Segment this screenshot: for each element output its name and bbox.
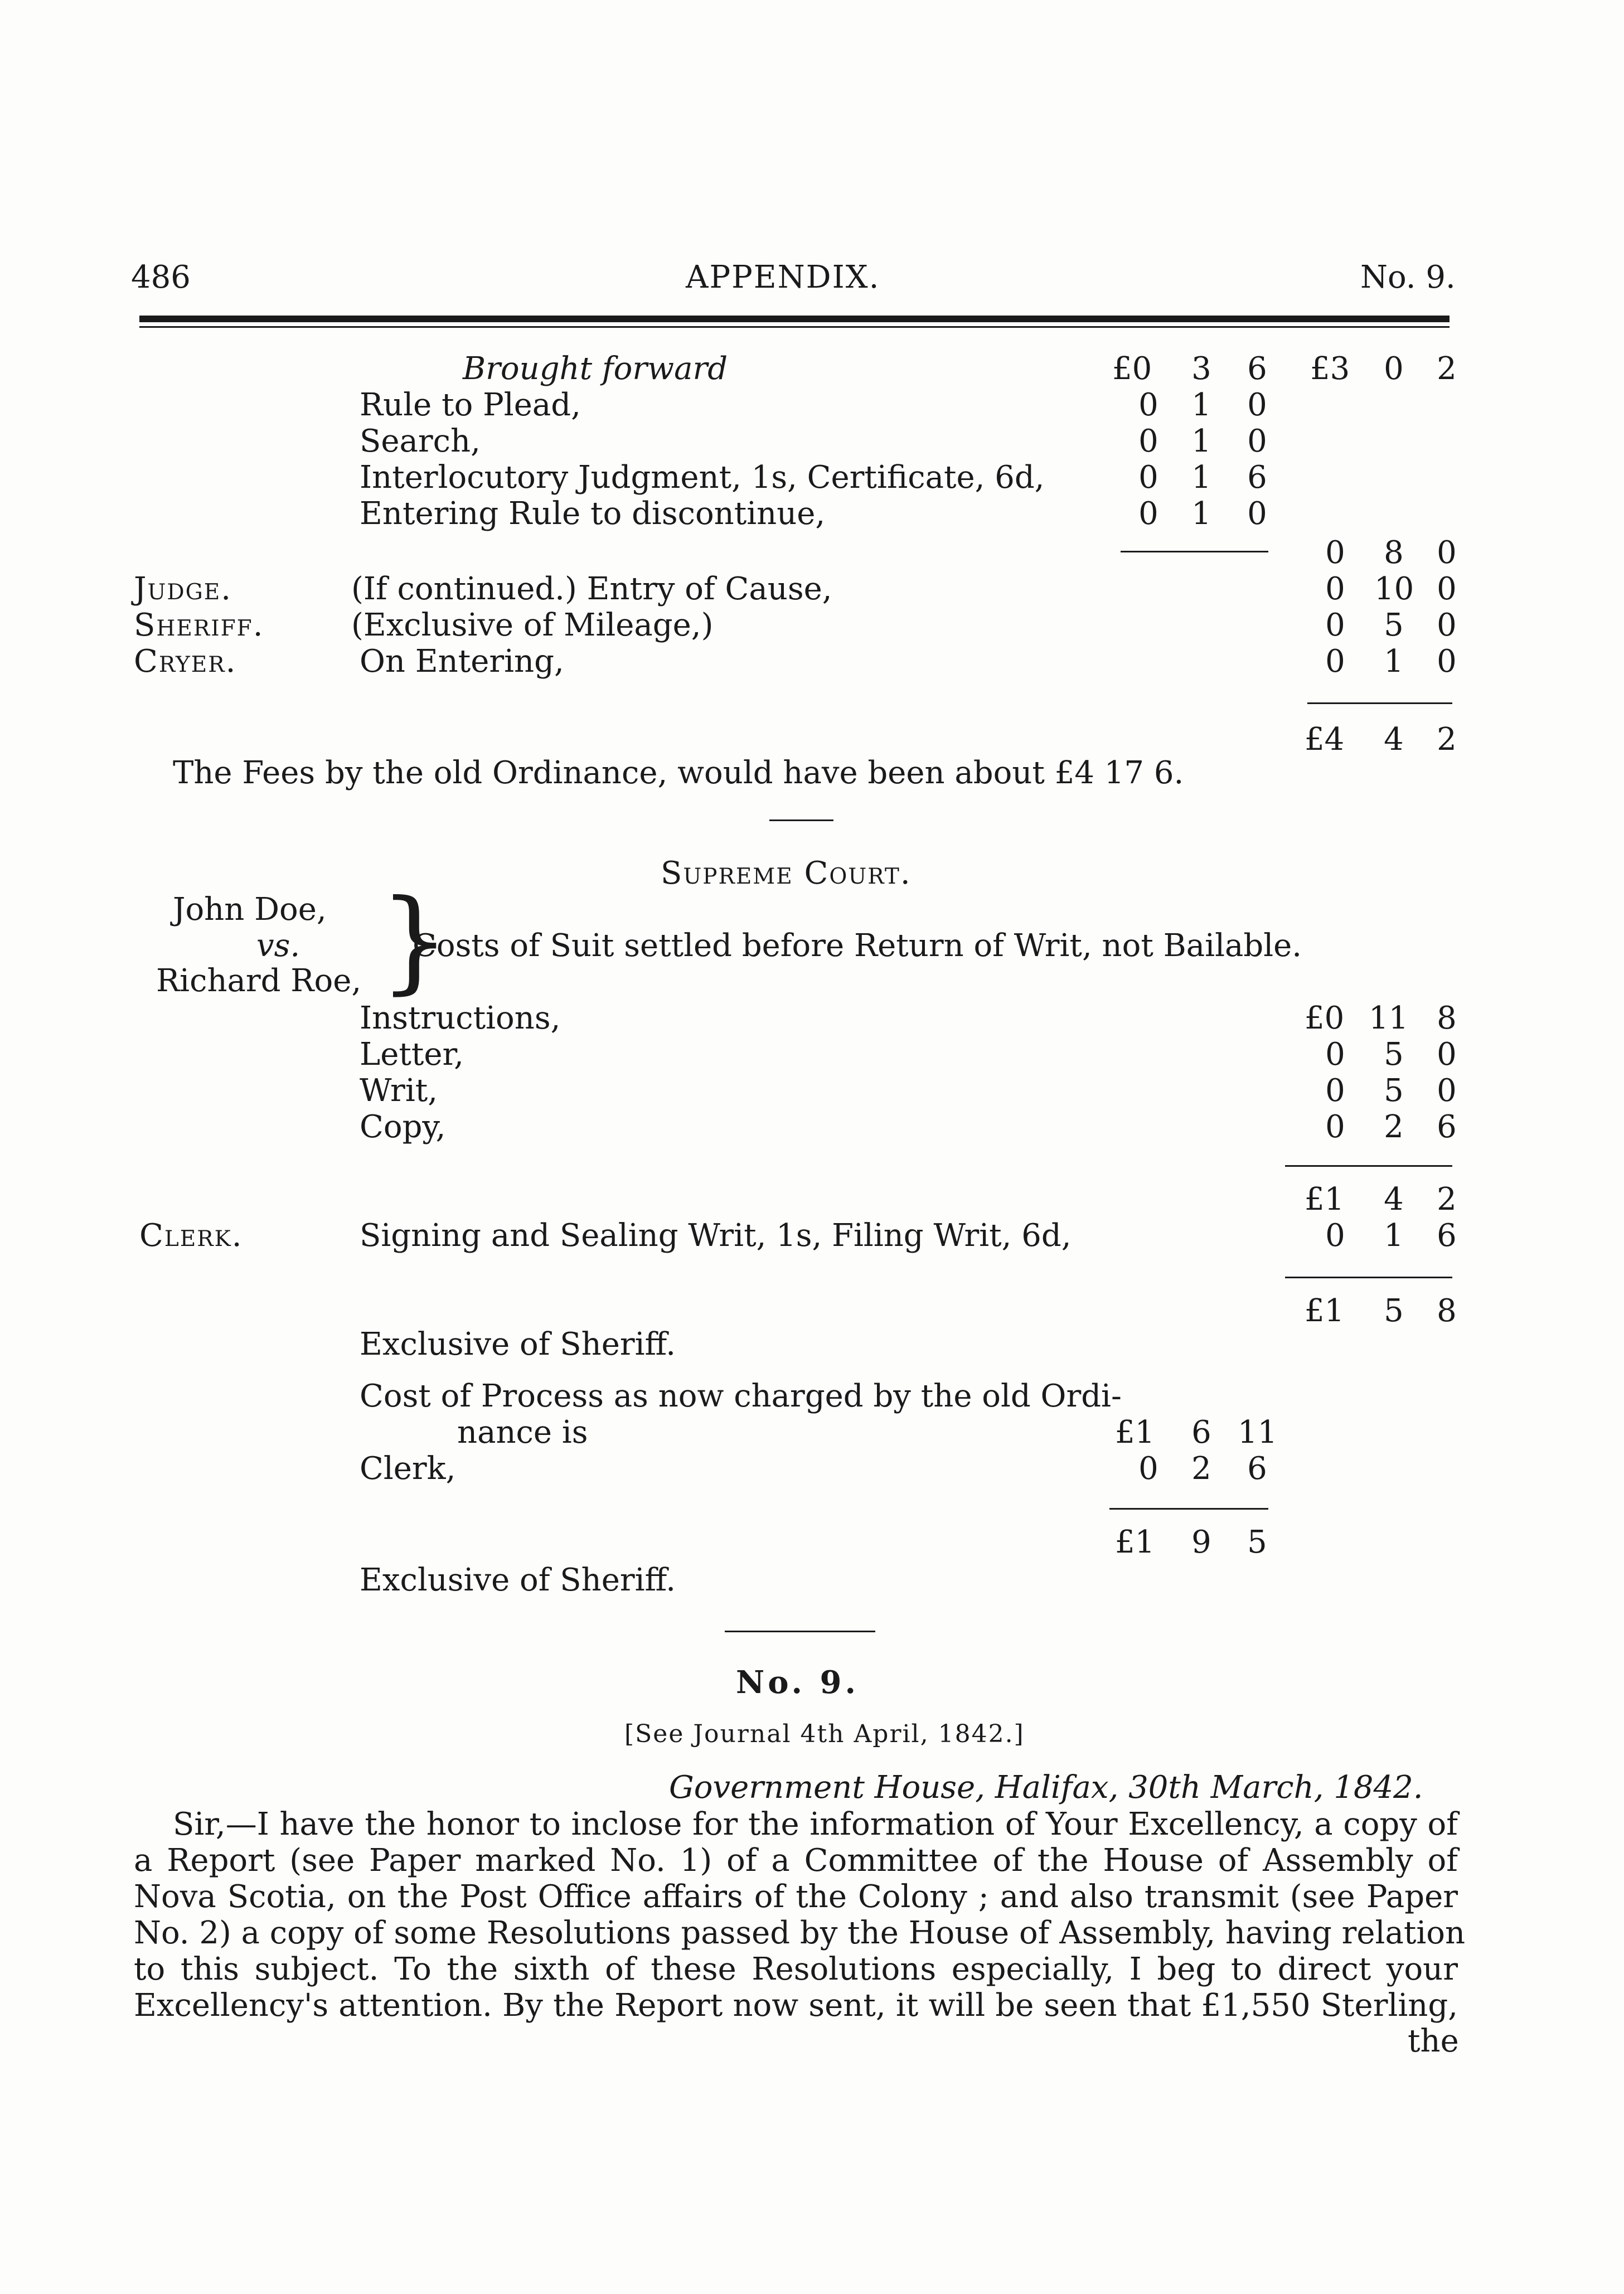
amount-pence: 0 <box>1247 496 1267 532</box>
amount-pounds: 0 <box>1325 1036 1345 1073</box>
letter-body <box>134 1806 1466 2024</box>
amount-pence: 0 <box>1247 387 1267 423</box>
page-title: APPENDIX. <box>686 259 880 295</box>
amount-shillings: 10 <box>1374 571 1414 607</box>
amount-shillings: 1 <box>1191 496 1211 532</box>
amount-pounds: £1 <box>1115 1414 1155 1451</box>
amount-pence: 0 <box>1437 643 1457 680</box>
amount-pounds: 0 <box>1138 387 1158 423</box>
row-label: Brought forward <box>463 351 728 387</box>
old-ordinance-note: The Fees by the old Ordinance, would have been about £4 17 6. <box>173 755 1184 791</box>
dateline: Government House, Halifax, 30th March, 1842. <box>669 1769 1423 1806</box>
total-pence: 2 <box>1437 721 1457 758</box>
body-line: a Report (see Paper marked No. 1) of a Committee of the House of Assembly of <box>134 1842 1458 1879</box>
clerk-label: Clerk, <box>360 1451 456 1487</box>
row-label: Rule to Plead, <box>360 387 581 423</box>
old-cost-line: Cost of Process as now charged by the old Ordi- <box>360 1378 1122 1414</box>
body-line: Excellency's attention. By the Report now sent, it will be seen that £1,550 Sterling, <box>134 1987 1458 2024</box>
section-number: No. 9. <box>1360 259 1456 295</box>
amount-pence: 0 <box>1247 423 1267 459</box>
total-pounds: £1 <box>1115 1524 1155 1560</box>
amount-pence: 6 <box>1437 1218 1457 1254</box>
exclusive-note: Exclusive of Sheriff. <box>360 1562 676 1598</box>
total-shillings: 9 <box>1191 1524 1211 1560</box>
versus-label: vs. <box>256 928 300 964</box>
total-rule <box>1109 1508 1268 1510</box>
amount-pounds: 0 <box>1325 1109 1345 1145</box>
item-label: Writ, <box>360 1073 438 1109</box>
amount-pence: 0 <box>1437 607 1457 643</box>
total-pounds: £4 <box>1305 721 1345 758</box>
amount-pence: 2 <box>1437 351 1457 387</box>
amount-shillings: 1 <box>1191 459 1211 496</box>
amount-shillings: 5 <box>1384 1073 1404 1109</box>
item-label: Letter, <box>360 1036 464 1073</box>
officer-label: Judge. <box>134 571 232 607</box>
old-cost-line: nance is <box>457 1414 588 1451</box>
item-label: Instructions, <box>360 1000 561 1036</box>
item-label: Copy, <box>360 1109 446 1145</box>
amount-pounds: 0 <box>1138 459 1158 496</box>
section-heading: Supreme Court. <box>661 855 912 891</box>
amount-shillings: 6 <box>1191 1414 1211 1451</box>
total-pounds: £1 <box>1305 1293 1345 1329</box>
amount-pounds: £3 <box>1310 351 1350 387</box>
row-label: On Entering, <box>360 643 564 680</box>
officer-label: Cryer. <box>134 643 237 680</box>
subtotal-pence: 0 <box>1437 535 1457 571</box>
amount-pounds: 0 <box>1325 607 1345 643</box>
amount-pence: 0 <box>1437 1036 1457 1073</box>
exclusive-note: Exclusive of Sheriff. <box>360 1326 676 1362</box>
brace-description: Costs of Suit settled before Return of Writ, not Bailable. <box>413 928 1302 964</box>
amount-pounds: 0 <box>1325 643 1345 680</box>
party-plaintiff: John Doe, <box>173 891 327 928</box>
journal-reference: [See Journal 4th April, 1842.] <box>624 1720 1025 1748</box>
amount-pence: 6 <box>1247 459 1267 496</box>
body-line: No. 2) a copy of some Resolutions passed by the House of Assembly, having relation <box>134 1915 1466 1951</box>
total-rule <box>1285 1277 1452 1278</box>
officer-label: Sheriff. <box>134 607 264 643</box>
amount-shillings: 1 <box>1191 423 1211 459</box>
amount-shillings: 3 <box>1191 351 1211 387</box>
body-line: to this subject. To the sixth of these Resolutions especially, I beg to direct your <box>134 1951 1458 1987</box>
subtotal-pence: 2 <box>1437 1181 1457 1218</box>
amount-shillings: 1 <box>1191 387 1211 423</box>
subtotal-shillings: 8 <box>1384 535 1404 571</box>
amount-pence: 0 <box>1437 571 1457 607</box>
amount-pence: 0 <box>1437 1073 1457 1109</box>
amount-pence: 8 <box>1437 1000 1457 1036</box>
section-divider <box>769 819 833 821</box>
amount-pence: 6 <box>1247 1451 1267 1487</box>
amount-pounds: 0 <box>1325 1218 1345 1254</box>
party-defendant: Richard Roe, <box>156 963 362 999</box>
amount-pounds: 0 <box>1138 423 1158 459</box>
amount-shillings: 5 <box>1384 607 1404 643</box>
total-rule <box>1307 702 1452 704</box>
amount-pence: 6 <box>1247 351 1267 387</box>
amount-shillings: 0 <box>1384 351 1404 387</box>
subtotal-rule <box>1285 1165 1452 1167</box>
total-pence: 5 <box>1247 1524 1267 1560</box>
catchword: the <box>1408 2023 1459 2059</box>
amount-shillings: 1 <box>1384 1218 1404 1254</box>
item-label: Signing and Sealing Writ, 1s, Filing Writ, 6d, <box>360 1218 1072 1254</box>
total-pence: 8 <box>1437 1293 1457 1329</box>
document-number: No. 9. <box>736 1664 860 1701</box>
amount-pounds: 0 <box>1138 1451 1158 1487</box>
body-line: Sir,—I have the honor to inclose for the information of Your Excellency, a copy of <box>173 1806 1458 1842</box>
total-shillings: 5 <box>1384 1293 1404 1329</box>
section-divider <box>725 1631 875 1632</box>
header-thin-rule <box>139 326 1450 328</box>
amount-pence: 11 <box>1238 1414 1278 1451</box>
amount-pounds: 0 <box>1138 496 1158 532</box>
amount-pounds: £0 <box>1305 1000 1345 1036</box>
amount-pounds: 0 <box>1325 1073 1345 1109</box>
row-label: (If continued.) Entry of Cause, <box>351 571 832 607</box>
brace-icon: } <box>379 876 450 1006</box>
total-shillings: 4 <box>1384 721 1404 758</box>
amount-pounds: 0 <box>1325 571 1345 607</box>
amount-pence: 6 <box>1437 1109 1457 1145</box>
subtotal-rule <box>1121 551 1268 552</box>
row-label: Search, <box>360 423 481 459</box>
header-thick-rule <box>139 316 1450 322</box>
page-number: 486 <box>131 259 191 295</box>
subtotal-pounds: 0 <box>1325 535 1345 571</box>
amount-pounds: £0 <box>1112 351 1152 387</box>
subtotal-pounds: £1 <box>1305 1181 1345 1218</box>
officer-label: Clerk. <box>139 1218 243 1254</box>
amount-shillings: 2 <box>1384 1109 1404 1145</box>
amount-shillings: 2 <box>1191 1451 1211 1487</box>
subtotal-shillings: 4 <box>1384 1181 1404 1218</box>
row-label: (Exclusive of Mileage,) <box>351 607 714 643</box>
row-label: Entering Rule to discontinue, <box>360 496 826 532</box>
amount-shillings: 5 <box>1384 1036 1404 1073</box>
amount-shillings: 1 <box>1384 643 1404 680</box>
amount-shillings: 11 <box>1369 1000 1409 1036</box>
row-label: Interlocutory Judgment, 1s, Certificate, 6d, <box>360 459 1045 496</box>
body-line: Nova Scotia, on the Post Office affairs of the Colony ; and also transmit (see Paper <box>134 1879 1458 1915</box>
